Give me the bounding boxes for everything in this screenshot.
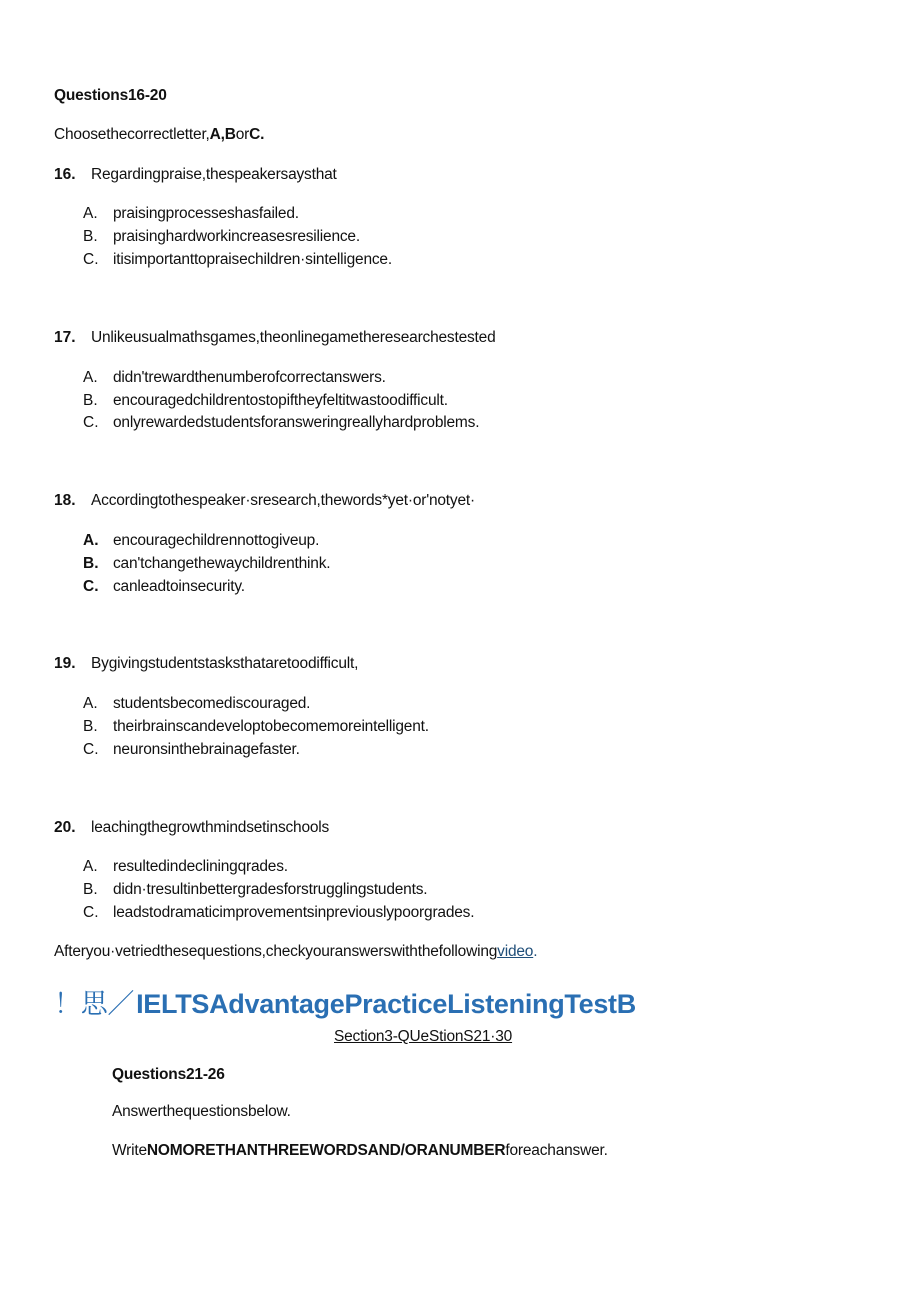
question-text: Regardingpraise,thespeakersaysthat: [91, 166, 337, 183]
option-letter: B.: [83, 392, 98, 409]
option-letter: B.: [83, 555, 99, 572]
option-text: theirbrainscandeveloptobecomemoreintelligent.: [113, 718, 429, 735]
option-letter: C.: [83, 251, 99, 268]
instruction-text: Choosethecorrectletter,: [54, 126, 210, 143]
option-text: encouragedchildrentostopiftheyfeltitwastoodifficult.: [113, 392, 448, 409]
question-number: 17.: [54, 329, 76, 346]
write-text: Write: [112, 1142, 147, 1159]
option-text: praisingprocesseshasfailed.: [113, 205, 299, 222]
video-link[interactable]: video: [497, 943, 534, 960]
option-letter: A.: [83, 532, 99, 549]
choose-letter-instruction: [54, 125, 264, 145]
instruction-letter-c: C.: [249, 126, 265, 143]
question-number: 19.: [54, 655, 76, 672]
question-number: 18.: [54, 492, 76, 509]
option-letter: B.: [83, 881, 98, 898]
question-text: Accordingtothespeaker·sresearch,thewords*yet·or'notyet·: [91, 492, 475, 509]
option-text: leadstodramaticimprovementsinpreviouslypoorgrades.: [113, 904, 475, 921]
option-letter: C.: [83, 578, 99, 595]
questions-21-26-heading: Questions21-26: [112, 1066, 225, 1083]
question-number: 20.: [54, 819, 76, 836]
check-answers-text: Afteryou·vetriedthesequestions,checkyouranswerswiththefollowing: [54, 943, 498, 960]
option-text: studentsbecomediscouraged.: [113, 695, 311, 712]
option-letter: B.: [83, 228, 98, 245]
period: .: [533, 943, 538, 960]
option-letter: A.: [83, 695, 98, 712]
option-letter: C.: [83, 414, 99, 431]
question-number: 16.: [54, 166, 76, 183]
answer-instruction: Answerthequestionsbelow.: [112, 1103, 291, 1120]
option-letter: A.: [83, 369, 98, 386]
option-text: onlyrewardedstudentsforansweringreallyhardproblems.: [113, 414, 480, 431]
option-text: encouragechildrennottogiveup.: [113, 532, 320, 549]
instruction-or: or: [235, 126, 250, 143]
word-limit-instruction: [112, 1141, 608, 1161]
option-letter: C.: [83, 904, 99, 921]
option-text: resultedindecliningqrades.: [113, 858, 288, 875]
check-answers-paragraph: [54, 942, 537, 962]
instruction-letters-ab: A,B: [209, 126, 236, 143]
option-letter: C.: [83, 741, 99, 758]
option-text: didn·tresultinbettergradesforstrugglingstudents.: [113, 881, 428, 898]
question-text: Bygivingstudentstasksthataretoodifficult,: [91, 655, 359, 672]
for-each-answer-text: foreachanswer.: [505, 1142, 608, 1159]
title-text: IELTSAdvantagePracticeListeningTestB: [136, 989, 636, 1019]
option-text: can'tchangethewaychildrenthink.: [113, 555, 331, 572]
question-text: Unlikeusualmathsgames,theonlinegametheresearchestested: [91, 329, 496, 346]
practice-test-title: [54, 986, 636, 1023]
option-text: praisinghardworkincreasesresilience.: [113, 228, 360, 245]
option-letter: B.: [83, 718, 98, 735]
option-letter: A.: [83, 205, 98, 222]
option-text: neuronsinthebrainagefaster.: [113, 741, 300, 758]
option-text: itisimportanttopraisechildren·sintelligence.: [113, 251, 392, 268]
question-text: leachingthegrowthmindsetinschools: [91, 819, 330, 836]
section-3-subtitle: Section3-QUeStionS21·30: [334, 1028, 513, 1045]
option-letter: A.: [83, 858, 98, 875]
option-text: didn'trewardthenumberofcorrectanswers.: [113, 369, 386, 386]
title-prefix-glyphs: ！思／: [54, 989, 135, 1020]
word-limit-bold: NOMORETHANTHREEWORDSAND/ORANUMBER: [146, 1142, 506, 1159]
questions-16-20-heading: Questions16-20: [54, 87, 167, 104]
option-text: canleadtoinsecurity.: [113, 578, 245, 595]
